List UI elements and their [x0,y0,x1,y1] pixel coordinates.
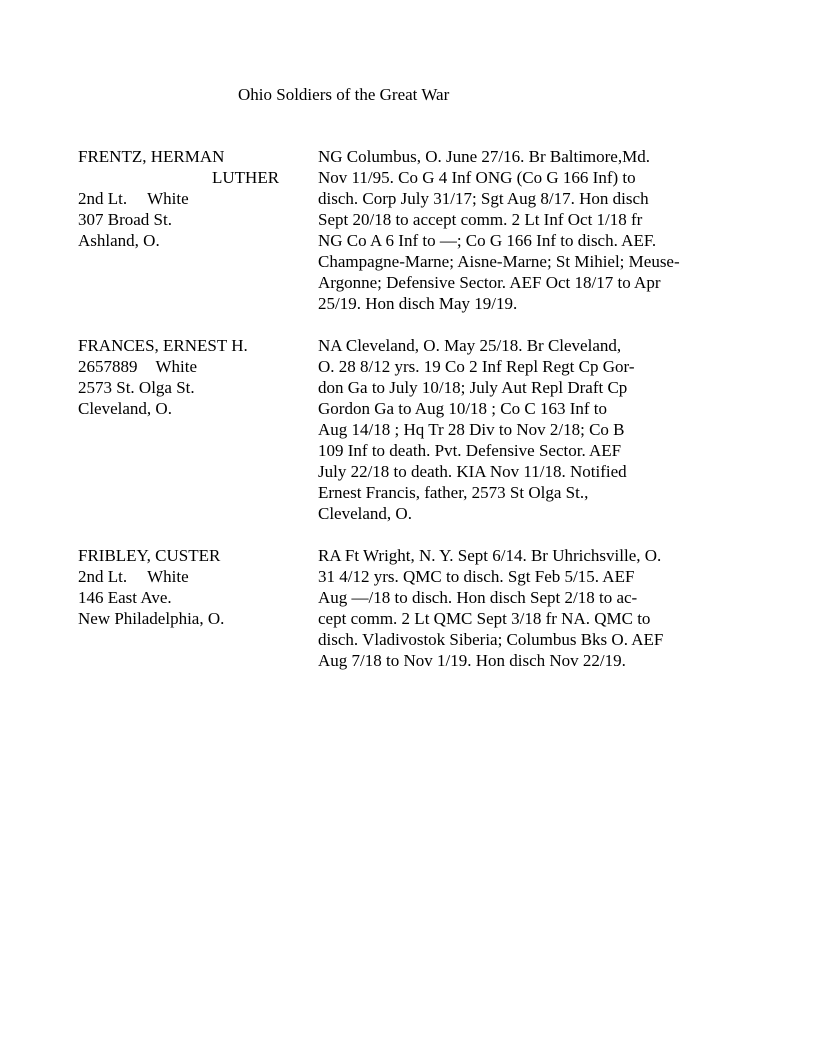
rank-race-line [78,566,298,587]
service-record-line: Nov 11/95. Co G 4 Inf ONG (Co G 166 Inf) to [318,168,636,187]
soldier-name: FRIBLEY, CUSTER [78,546,221,565]
rank-race-line [78,188,298,209]
page-title: Ohio Soldiers of the Great War [238,85,450,104]
soldier-street: 2573 St. Olga St. [78,378,195,397]
service-record-line: 109 Inf to death. Pvt. Defensive Sector. AEF [318,441,622,460]
soldier-identity [78,335,298,419]
number-race-line [78,356,298,377]
soldier-street: 307 Broad St. [78,210,172,229]
soldier-identity [78,146,298,251]
soldier-race: White [155,357,198,376]
service-record-line: 25/19. Hon disch May 19/19. [318,294,518,313]
service-record-line: RA Ft Wright, N. Y. Sept 6/14. Br Uhrichsville, O. [318,546,662,565]
soldier-name-continued: LUTHER [212,168,280,187]
service-record-line: don Ga to July 10/18; July Aut Repl Draft Cp [318,378,628,397]
service-record-line: Cleveland, O. [318,504,412,523]
service-record-line: Aug —/18 to disch. Hon disch Sept 2/18 to ac- [318,588,638,607]
soldier-rank: 2nd Lt. [78,189,128,208]
service-record-line: disch. Vladivostok Siberia; Columbus Bks O. AEF [318,630,664,649]
service-record-line: Argonne; Defensive Sector. AEF Oct 18/17 to Apr [318,273,661,292]
service-record-line: Sept 20/18 to accept comm. 2 Lt Inf Oct 1/18 fr [318,210,643,229]
service-record-line: cept comm. 2 Lt QMC Sept 3/18 fr NA. QMC to [318,609,651,628]
soldier-rank: 2nd Lt. [78,567,128,586]
soldier-city: Cleveland, O. [78,399,172,418]
service-record [318,146,718,314]
service-record-line: Aug 7/18 to Nov 1/19. Hon disch Nov 22/19. [318,651,626,670]
soldier-identity [78,545,298,629]
service-record-line: NG Co A 6 Inf to —; Co G 166 Inf to disch. AEF. [318,231,657,250]
soldier-city: Ashland, O. [78,231,160,250]
soldier-street: 146 East Ave. [78,588,172,607]
service-record-line: Ernest Francis, father, 2573 St Olga St., [318,483,589,502]
soldier-race: White [147,567,189,586]
service-record-line: Aug 14/18 ; Hq Tr 28 Div to Nov 2/18; Co B [318,420,625,439]
service-record-line: O. 28 8/12 yrs. 19 Co 2 Inf Repl Regt Cp Gor- [318,357,635,376]
soldier-name: FRANCES, ERNEST H. [78,336,248,355]
soldier-race: White [147,189,189,208]
soldier-serial-number: 2657889 [78,357,138,376]
service-record-line: July 22/18 to death. KIA Nov 11/18. Notified [318,462,627,481]
service-record-line: Gordon Ga to Aug 10/18 ; Co C 163 Inf to [318,399,607,418]
service-record-line: Champagne-Marne; Aisne-Marne; St Mihiel; Meuse- [318,252,680,271]
service-record-line: NA Cleveland, O. May 25/18. Br Cleveland, [318,336,622,355]
service-record [318,545,718,671]
service-record-line: 31 4/12 yrs. QMC to disch. Sgt Feb 5/15. AEF [318,567,635,586]
soldier-name: FRENTZ, HERMAN [78,147,225,166]
service-record-line: disch. Corp July 31/17; Sgt Aug 8/17. Hon disch [318,189,649,208]
service-record [318,335,718,524]
service-record-line: NG Columbus, O. June 27/16. Br Baltimore,Md. [318,147,650,166]
soldier-city: New Philadelphia, O. [78,609,225,628]
